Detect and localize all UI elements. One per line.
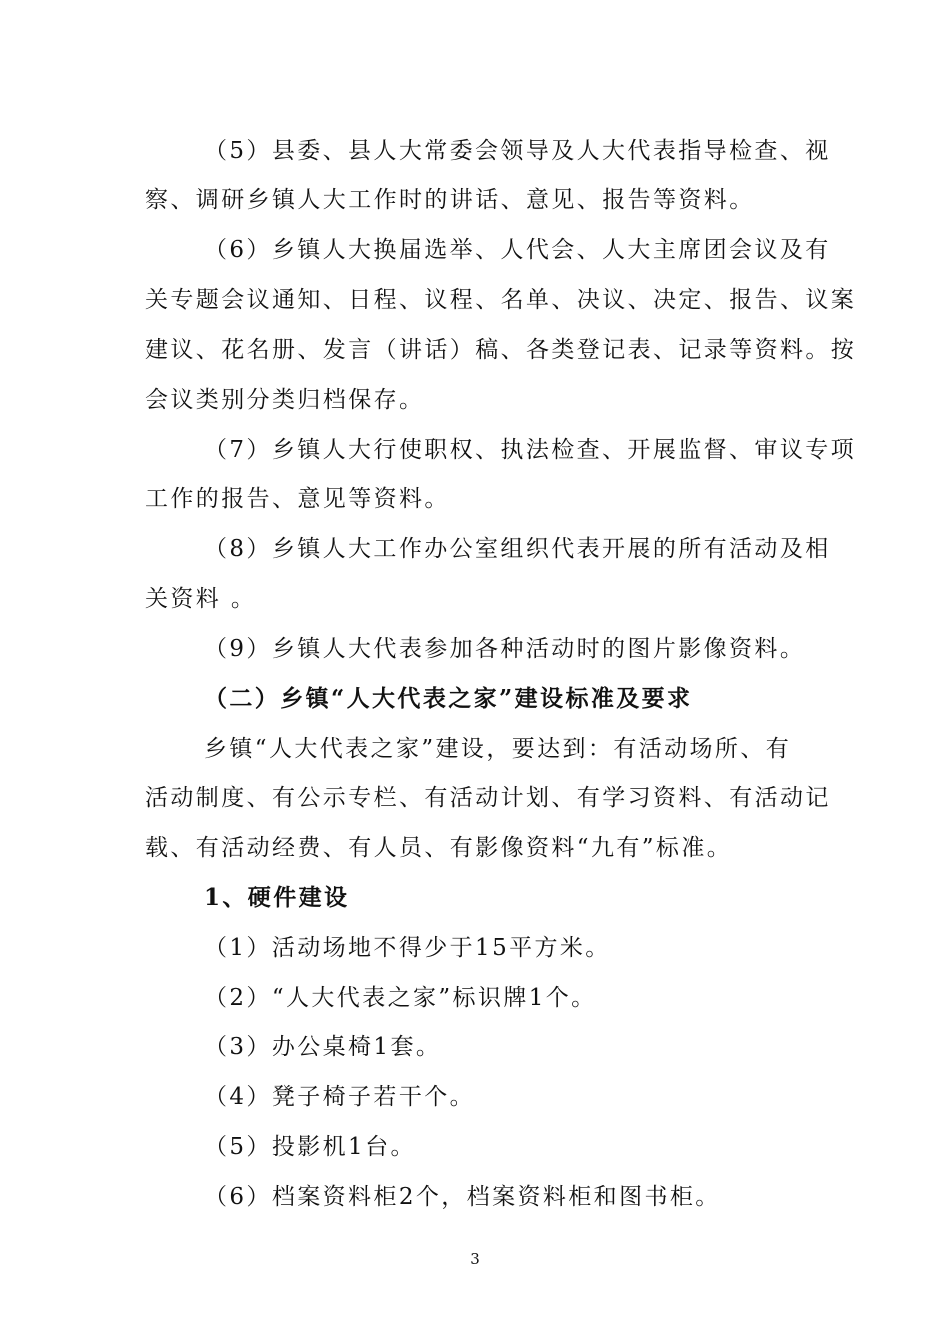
- paragraph-line: （9）乡镇人大代表参加各种活动时的图片影像资料。: [204, 636, 806, 662]
- list-item: （3）办公桌椅1套。: [204, 1034, 442, 1060]
- subsection-heading: 1、硬件建设: [204, 884, 350, 911]
- paragraph-line: 工作的报告、意见等资料。: [145, 486, 450, 512]
- paragraph-line: 载、有活动经费、有人员、有影像资料“九有”标准。: [145, 835, 733, 861]
- paragraph-line: （8）乡镇人大工作办公室组织代表开展的所有活动及相: [204, 536, 831, 562]
- list-item: （5）投影机1台。: [204, 1134, 416, 1160]
- list-item: （1）活动场地不得少于15平方米。: [204, 935, 611, 961]
- paragraph-line: 乡镇“人大代表之家”建设，要达到：有活动场所、有: [204, 736, 792, 762]
- section-heading: （二）乡镇“人大代表之家”建设标准及要求: [204, 685, 693, 712]
- paragraph-line: 建议、花名册、发言（讲话）稿、各类登记表、记录等资料。按: [145, 337, 857, 363]
- paragraph-line: （7）乡镇人大行使职权、执法检查、开展监督、审议专项: [204, 437, 857, 463]
- paragraph-line: 活动制度、有公示专栏、有活动计划、有学习资料、有活动记: [145, 785, 831, 811]
- list-item: （6）档案资料柜2个，档案资料柜和图书柜。: [204, 1184, 721, 1210]
- page-number: 3: [470, 1250, 480, 1268]
- list-item: （2）“人大代表之家”标识牌1个。: [204, 985, 597, 1011]
- list-item: （4）凳子椅子若干个。: [204, 1084, 476, 1110]
- paragraph-line: 察、调研乡镇人大工作时的讲话、意见、报告等资料。: [145, 187, 755, 213]
- paragraph-line: 关专题会议通知、日程、议程、名单、决议、决定、报告、议案: [145, 287, 857, 313]
- paragraph-line: 关资料 。: [145, 586, 257, 612]
- paragraph-line: （6）乡镇人大换届选举、人代会、人大主席团会议及有: [204, 237, 831, 263]
- paragraph-line: （5）县委、县人大常委会领导及人大代表指导检查、视: [204, 138, 831, 164]
- paragraph-line: 会议类别分类归档保存。: [145, 387, 425, 413]
